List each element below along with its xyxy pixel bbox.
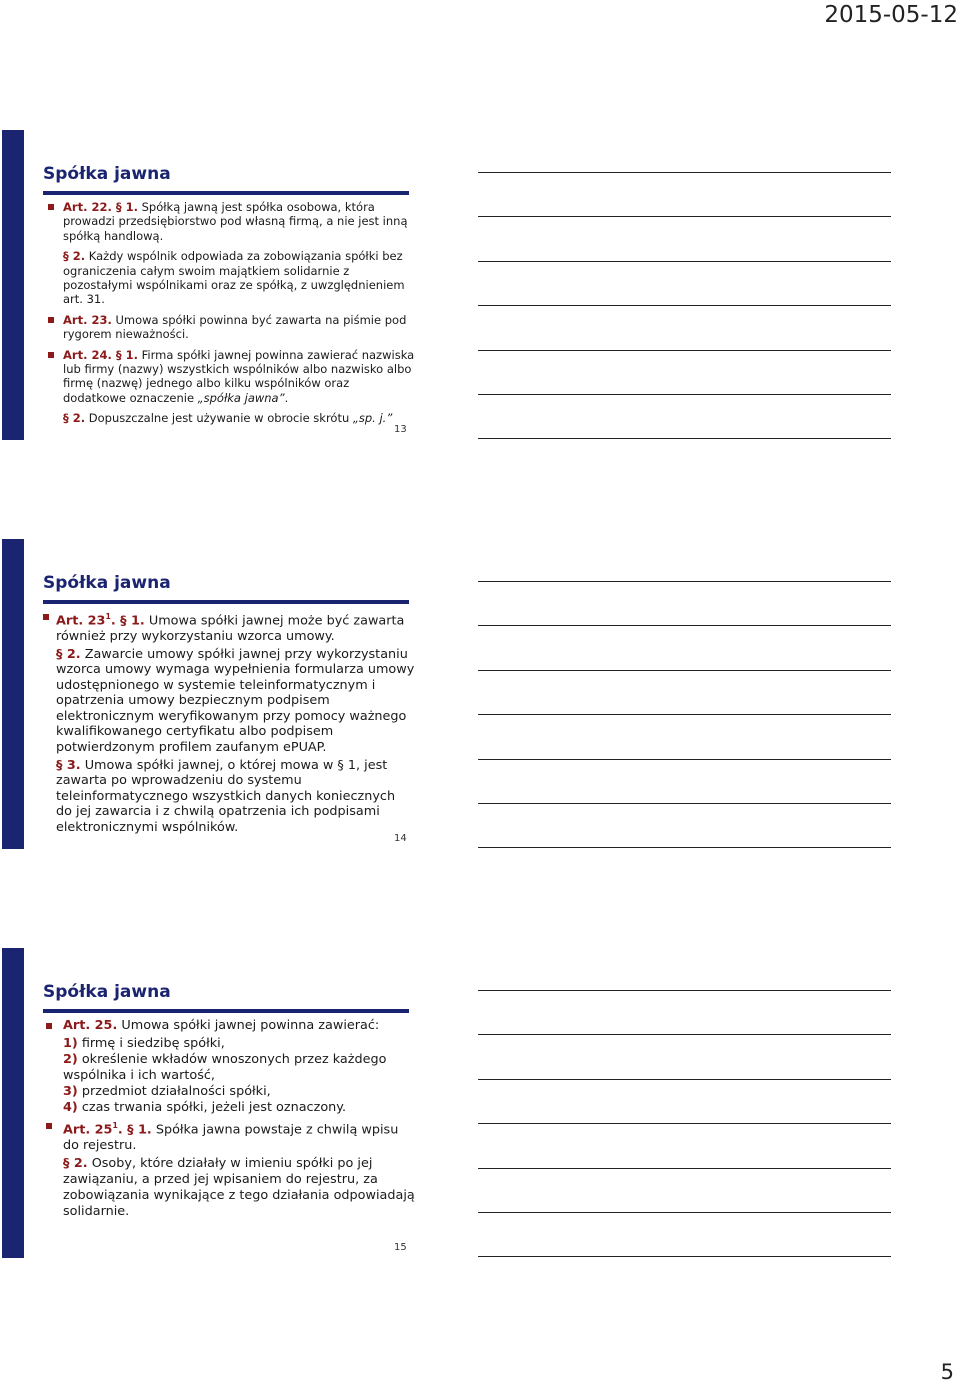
text-run: 1. — [131, 613, 145, 629]
text-run: 3. — [66, 757, 81, 773]
note-line — [478, 172, 891, 173]
bullet-paragraph — [43, 1018, 415, 1034]
text-run: 2) — [63, 1052, 78, 1067]
text-run: Spółka jawna powstaje z chwilą wpisu do rejestru. — [63, 1122, 399, 1154]
title-divider — [43, 600, 409, 604]
slide-title: Spółka jawna — [43, 573, 171, 593]
note-line — [478, 759, 891, 760]
note-line — [478, 1034, 891, 1035]
text-run: Firma spółki jawnej powinna zawierać nazwiska lub firmy (nazwy) wszystkich wspólników albo nazwisko albo firmę (nazwę) jednego albo kilku wspólników oraz dodatkowe oznaczenie — [63, 347, 415, 405]
title-divider — [43, 1009, 409, 1013]
note-line — [478, 438, 891, 439]
note-line — [478, 670, 891, 671]
text-run: § — [120, 613, 131, 629]
text-run: . — [117, 1122, 128, 1138]
slide-accent-bar — [2, 539, 24, 849]
text-run: Art. 23. — [63, 312, 112, 327]
text-run: czas trwania spółki, jeżeli jest oznaczony. — [77, 1100, 347, 1115]
text-run: . — [284, 390, 289, 405]
bullet-paragraph — [43, 348, 415, 406]
text-run: 1 — [112, 1121, 118, 1130]
text-run: przedmiot działalności spółki, — [77, 1084, 271, 1099]
bullet-paragraph — [43, 313, 415, 342]
text-run: Każdy wspólnik odpowiada za zobowiązania spółki bez ograniczenia całym swoim majątkiem solidarnie z pozostałymi wspólnikami oraz ze spółką, z uwzględnieniem art. 31. — [63, 249, 405, 307]
paragraph — [43, 1100, 415, 1116]
note-line — [478, 1168, 891, 1169]
text-run: § — [115, 347, 126, 362]
title-divider — [43, 191, 409, 195]
text-run: . — [110, 613, 121, 629]
text-run: Art. 23 — [56, 613, 106, 629]
text-run: określenie wkładów wnoszonych przez każdego wspólnika i ich wartość, — [63, 1052, 387, 1083]
text-run: 1. — [125, 347, 138, 362]
page-date: 2015-05-12 — [824, 2, 958, 28]
text-run: § — [63, 249, 73, 264]
bullet-paragraph — [43, 609, 415, 644]
slide-title: Spółka jawna — [43, 164, 171, 184]
text-run: Osoby, które działały w imieniu spółki po jej zawiązaniu, a przed jej wpisaniem do rejestru, za zobowiązania wynikające z tego działania odpowiadają solidarnie. — [63, 1156, 415, 1220]
note-line — [478, 1079, 891, 1080]
slide-14 — [0, 539, 420, 849]
text-run: Art. 24. — [63, 347, 116, 362]
text-run: Art. 25 — [63, 1122, 113, 1138]
note-line — [478, 1256, 891, 1257]
text-run: Art. 22. — [63, 200, 116, 214]
text-run: 2. — [72, 249, 86, 264]
text-run: Umowa spółki powinna być zawarta na piśmie pod rygorem nieważności. — [63, 312, 407, 342]
paragraph — [43, 249, 415, 307]
text-run: „sp. j.” — [352, 411, 393, 426]
text-run: 2. — [66, 647, 81, 663]
text-run: Umowa spółki jawnej może być zawarta również przy wykorzystaniu wzorca umowy. — [56, 613, 405, 644]
text-run: 2. — [72, 411, 86, 426]
text-run: 3) — [63, 1084, 78, 1099]
note-line — [478, 1212, 891, 1213]
text-run: 1. — [138, 1122, 152, 1138]
bullet-paragraph — [43, 200, 415, 243]
text-run: § — [56, 647, 67, 663]
page-number: 5 — [940, 1360, 954, 1384]
slide-number: 15 — [394, 1242, 407, 1253]
text-run: § — [63, 1156, 74, 1172]
text-run: 1. — [125, 200, 138, 214]
slide-number: 14 — [394, 833, 407, 844]
slide-accent-bar — [2, 948, 24, 1258]
slide-body — [43, 609, 415, 835]
paragraph — [43, 1156, 415, 1220]
note-line — [478, 990, 891, 991]
slide-number: 13 — [394, 424, 407, 435]
text-run: 2. — [73, 1156, 88, 1172]
note-line — [478, 803, 891, 804]
paragraph — [43, 411, 415, 425]
text-run: Art. 25. — [63, 1018, 118, 1033]
text-run: 4) — [63, 1100, 78, 1115]
bullet-paragraph — [43, 1118, 415, 1154]
paragraph — [43, 758, 415, 835]
note-line — [478, 1123, 891, 1124]
text-run: § — [127, 1122, 138, 1138]
text-run: 1) — [63, 1036, 78, 1051]
slide-title: Spółka jawna — [43, 982, 171, 1002]
slide-body — [43, 200, 415, 426]
text-run: Umowa spółki jawnej, o której mowa w § 1, jest zawarta po wprowadzeniu do systemu teleinformatycznego wszystkich danych koniecznych do jej zawarcia i z chwilą opatrzenia ich podpisami elektronicznymi wspólników. — [56, 757, 396, 835]
slide-15 — [0, 948, 420, 1258]
paragraph — [43, 1052, 415, 1084]
note-line — [478, 394, 891, 395]
paragraph — [43, 647, 415, 755]
text-run: Dopuszczalne jest używanie w obrocie skrótu — [85, 411, 353, 426]
note-line — [478, 714, 891, 715]
slide-body — [43, 1018, 415, 1220]
note-line — [478, 847, 891, 848]
text-run: „spółka jawna” — [197, 390, 285, 405]
slide-13 — [0, 130, 420, 440]
note-line — [478, 350, 891, 351]
text-run: Umowa spółki jawnej powinna zawierać: — [117, 1018, 380, 1033]
text-run: Zawarcie umowy spółki jawnej przy wykorzystaniu wzorca umowy wymaga wypełnienia formularza umowy udostępnionego w systemie teleinformatycznym i opatrzenia umowy bezpiecznym podpisem elektronicznym weryfikowanym przy pomocy ważnego kwalifikowanego certyfikatu albo podpisem potwierdzonym profilem zaufanym ePUAP. — [56, 647, 415, 755]
note-line — [478, 216, 891, 217]
text-run: § — [56, 757, 67, 773]
text-run: Spółką jawną jest spółka osobowa, która prowadzi przedsiębiorstwo pod własną firmą, a nie jest inną spółką handlową. — [63, 200, 408, 243]
text-run: firmę i siedzibę spółki, — [77, 1036, 225, 1051]
text-run: § — [115, 200, 126, 214]
note-line — [478, 261, 891, 262]
slide-accent-bar — [2, 130, 24, 440]
text-run: 1 — [105, 612, 111, 621]
note-line — [478, 581, 891, 582]
note-line — [478, 305, 891, 306]
text-run: § — [63, 411, 73, 426]
paragraph — [43, 1084, 415, 1100]
note-line — [478, 625, 891, 626]
paragraph — [43, 1036, 415, 1052]
